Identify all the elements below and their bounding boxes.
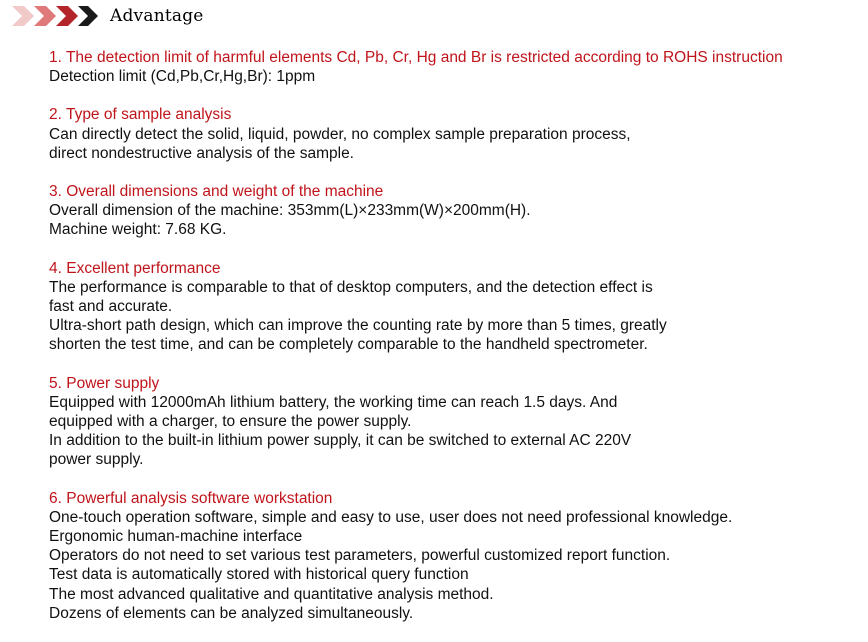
section-line: direct nondestructive analysis of the sample. [49,144,354,162]
section-line: Ergonomic human-machine interface [49,528,303,546]
section-title: 3. Overall dimensions and weight of the machine [49,183,384,201]
chevron-4-icon [78,6,98,26]
section-detection-limit [49,48,859,86]
section-title: 4. Excellent performance [49,259,221,277]
section-software-workstation [49,489,859,623]
section-line: fast and accurate. [49,298,173,316]
section-line: power supply. [49,451,144,469]
section-sample-analysis [49,105,859,163]
chevron-arrows-icon [12,4,102,28]
section-line: Overall dimension of the machine: 353mm(L)×233mm(W)×200mm(H). [49,202,531,220]
section-line: The most advanced qualitative and quantitative analysis method. [49,585,494,603]
section-line: Can directly detect the solid, liquid, powder, no complex sample preparation process, [49,125,631,143]
section-line: In addition to the built-in lithium power supply, it can be switched to external AC 220V [49,432,632,450]
advantage-content [49,48,859,642]
chevron-2-icon [34,6,56,26]
section-line: shorten the test time, and can be completely comparable to the handheld spectrometer. [49,336,648,354]
section-title: 2. Type of sample analysis [49,106,232,124]
section-header [12,4,204,28]
section-title: 1. The detection limit of harmful elements Cd, Pb, Cr, Hg and Br is restricted according to ROHS instruction [49,49,783,66]
section-line: One-touch operation software, simple and easy to use, user does not need professional knowledge. [49,508,733,526]
section-performance [49,259,859,355]
chevron-1-icon [12,6,34,26]
section-title: 6. Powerful analysis software workstation [49,489,333,507]
section-line: Equipped with 12000mAh lithium battery, the working time can reach 1.5 days. And [49,393,618,411]
section-line: The performance is comparable to that of desktop computers, and the detection effect is [49,278,653,296]
section-line: Detection limit (Cd,Pb,Cr,Hg,Br): 1ppm [49,68,316,86]
section-line: Test data is automatically stored with historical query function [49,566,469,584]
section-title: 5. Power supply [49,374,160,392]
section-line: Operators do not need to set various test parameters, powerful customized report function. [49,547,671,565]
section-power-supply [49,374,859,470]
section-line: equipped with a charger, to ensure the power supply. [49,413,412,431]
section-line: Ultra-short path design, which can improve the counting rate by more than 5 times, greatly [49,317,667,335]
section-dimensions-weight [49,182,859,240]
section-line: Dozens of elements can be analyzed simultaneously. [49,604,414,622]
section-line: Machine weight: 7.68 KG. [49,221,227,239]
header-title: Advantage [110,6,204,26]
top-edge-marks [578,0,798,4]
chevron-3-icon [56,6,78,26]
